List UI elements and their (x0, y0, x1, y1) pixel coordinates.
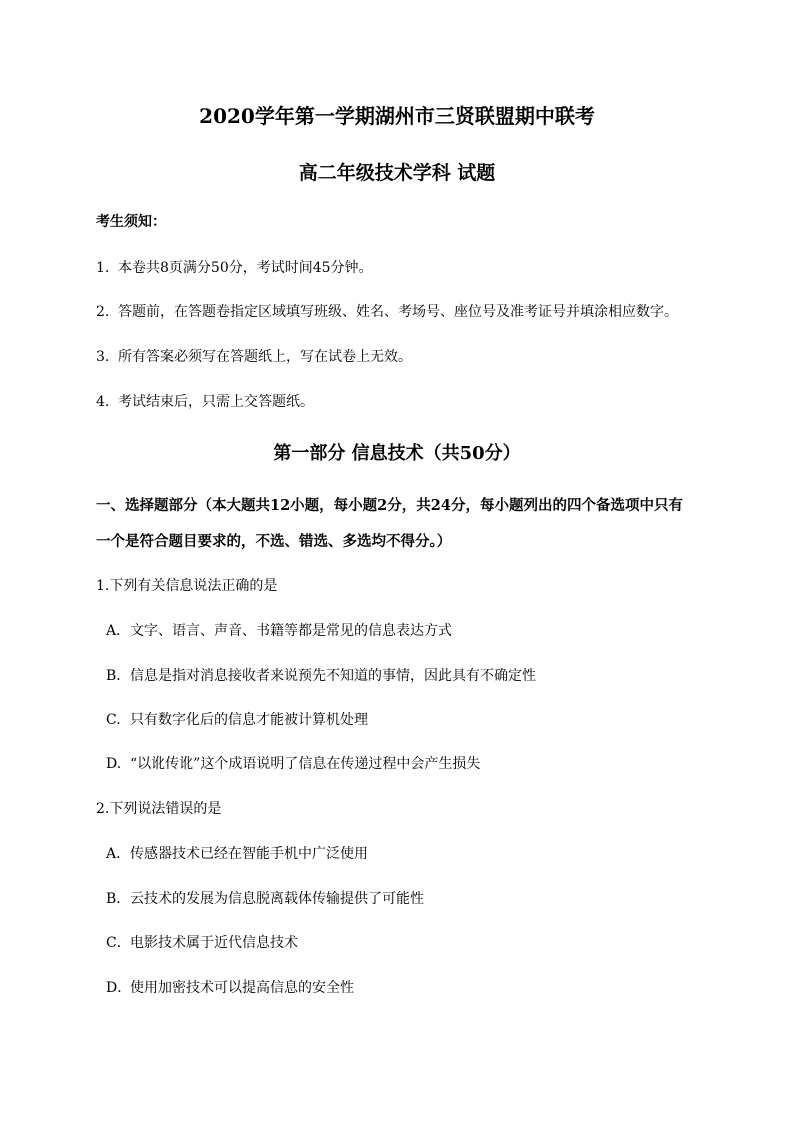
question-2-option-a (106, 843, 368, 863)
notice-heading: 考生须知： (96, 214, 166, 230)
question-2-option-b (106, 888, 424, 908)
question-1-option-d (106, 753, 480, 773)
option-label: C. (106, 712, 121, 728)
notice-item-2 (96, 301, 678, 321)
question-2-option-d (106, 977, 354, 997)
question-2-option-c (106, 932, 298, 952)
option-label: D. (106, 756, 122, 772)
option-text: 云技术的发展为信息脱离载体传输提供了可能性 (130, 891, 424, 907)
option-text: 文字、语言、声音、书籍等都是常见的信息表达方式 (130, 623, 452, 639)
question-1-option-a (106, 620, 452, 640)
exam-subtitle: 高二年级技术学科 试题 (298, 162, 496, 184)
section-heading-line-1: 一、选择题部分（本大题共12小题，每小题2分，共24分，每小题列出的四个备选项中只有 (96, 497, 683, 514)
question-1-option-b (106, 665, 536, 685)
option-label: A． (106, 846, 131, 862)
option-text: 电影技术属于近代信息技术 (130, 935, 298, 951)
notice-item-1 (96, 257, 373, 277)
notice-item-number: 2. (96, 304, 110, 320)
option-text: “以讹传讹”这个成语说明了信息在传递过程中会产生损失 (130, 756, 481, 772)
notice-item-4 (96, 391, 314, 411)
option-text: 只有数字化后的信息才能被计算机处理 (130, 712, 368, 728)
notice-item-number: 1. (96, 260, 110, 276)
option-label: B． (106, 891, 131, 907)
question-1-option-c (106, 709, 368, 729)
part-title: 第一部分 信息技术（共50分） (273, 443, 521, 464)
notice-item-text: 本卷共8页满分50分，考试时间45分钟。 (118, 260, 373, 276)
option-text: 信息是指对消息接收者来说预先不知道的事情，因此具有不确定性 (130, 668, 536, 684)
option-text: 传感器技术已经在智能手机中广泛使用 (130, 846, 368, 862)
option-label: C． (106, 935, 131, 951)
option-label: B． (106, 668, 131, 684)
option-label: A． (106, 623, 131, 639)
notice-item-number: 3. (96, 349, 110, 365)
notice-item-text: 考试结束后，只需上交答题纸。 (118, 394, 314, 410)
question-1-stem: 1.下列有关信息说法正确的是 (96, 578, 278, 594)
exam-title: 2020学年第一学期湖州市三贤联盟期中联考 (199, 104, 595, 128)
option-text: 使用加密技术可以提高信息的安全性 (130, 980, 354, 996)
question-2-stem: 2.下列说法错误的是 (96, 801, 222, 817)
option-label: D． (106, 980, 132, 996)
notice-item-3 (96, 346, 412, 366)
notice-item-text: 所有答案必须写在答题纸上，写在试卷上无效。 (118, 349, 412, 365)
notice-item-text: 答题前，在答题卷指定区域填写班级、姓名、考场号、座位号及准考证号并填涂相应数字。 (118, 304, 678, 320)
section-heading-line-2: 一个是符合题目要求的，不选、错选、多选均不得分。） (96, 533, 452, 550)
notice-item-number: 4. (96, 394, 110, 410)
